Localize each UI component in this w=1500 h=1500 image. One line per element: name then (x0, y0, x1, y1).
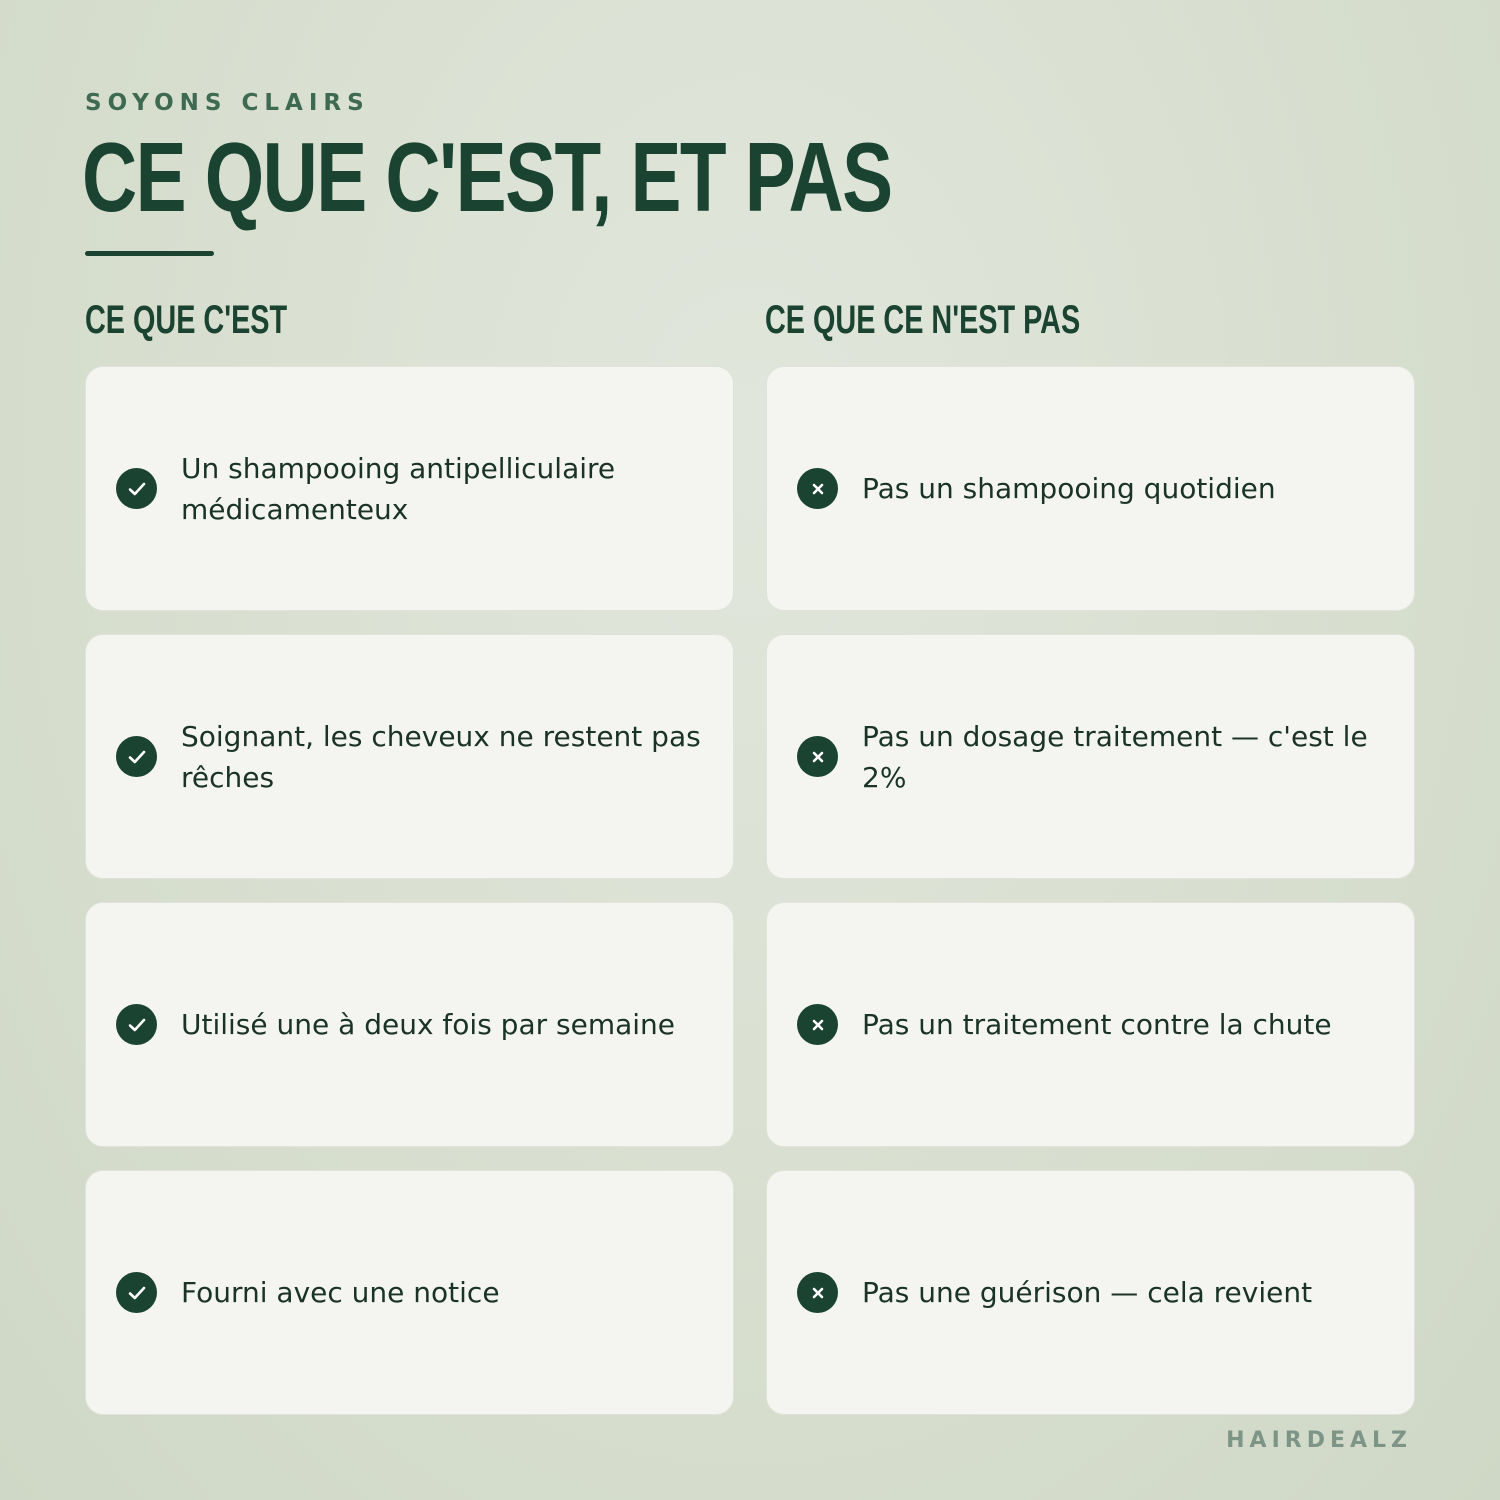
column-heading-is-not: CE QUE CE N'EST PAS (765, 298, 1081, 342)
card-text: Soignant, les cheveux ne restent pas rêches (181, 719, 701, 794)
card-is-4 (85, 1170, 734, 1415)
card-text: Pas un traitement contre la chute (862, 1008, 1332, 1041)
check-icon (116, 468, 157, 509)
card-is-1 (85, 366, 734, 611)
card-is-not-3 (766, 902, 1415, 1147)
check-icon (116, 1272, 157, 1313)
column-heading-is: CE QUE C'EST (85, 298, 288, 342)
card-is-2 (85, 634, 734, 879)
card-text: Pas un dosage traitement — c'est le 2% (862, 719, 1368, 794)
cross-icon (797, 1272, 838, 1313)
column-is (85, 366, 734, 1438)
card-is-not-4 (766, 1170, 1415, 1415)
card-text: Un shampooing antipelliculaire médicamenteux (181, 451, 616, 526)
brand-logo: HAIRDEALZ (1226, 1428, 1412, 1453)
card-text: Utilisé une à deux fois par semaine (181, 1008, 676, 1041)
card-is-not-2 (766, 634, 1415, 879)
card-text: Pas une guérison — cela revient (862, 1276, 1313, 1309)
title-underline (85, 251, 214, 256)
card-is-3 (85, 902, 734, 1147)
check-icon (116, 1004, 157, 1045)
card-text: Pas un shampooing quotidien (862, 472, 1276, 505)
card-text: Fourni avec une notice (181, 1276, 500, 1309)
page-title: CE QUE C'EST, ET PAS (82, 122, 892, 232)
check-icon (116, 736, 157, 777)
card-is-not-1 (766, 366, 1415, 611)
cross-icon (797, 1004, 838, 1045)
cross-icon (797, 736, 838, 777)
column-is-not (766, 366, 1415, 1438)
eyebrow-label: SOYONS CLAIRS (85, 90, 370, 116)
cross-icon (797, 468, 838, 509)
